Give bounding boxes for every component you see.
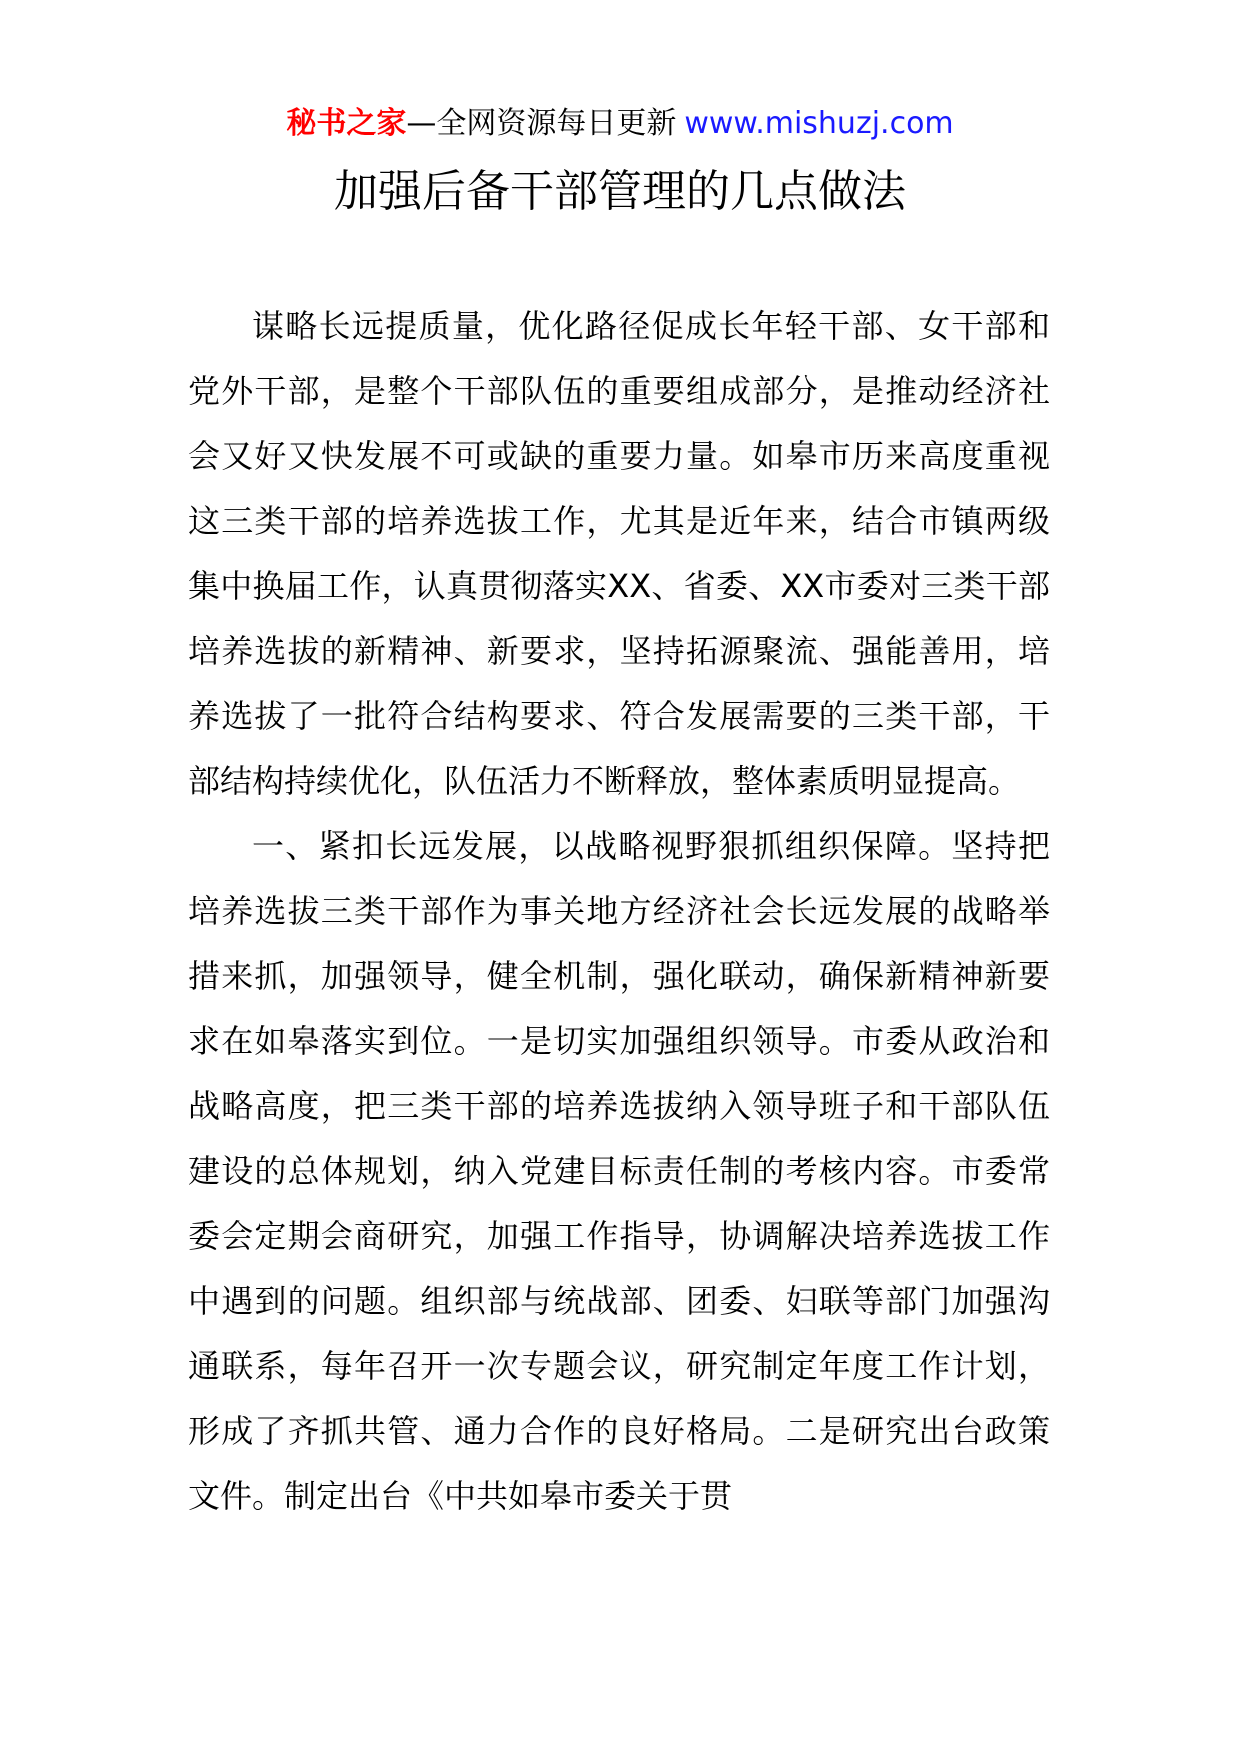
- document-body: [188, 294, 1050, 1529]
- site-brand-name: 秘书之家: [286, 106, 407, 141]
- paragraph-intro: 谋略长远提质量，优化路径促成长年轻干部、女干部和党外干部，是整个干部队伍的重要组成部分，是推动经济社会又好又快发展不可或缺的重要力量。如皋市历来高度重视这三类干部的培养选拔工作，尤其是近年来，结合市镇两级集中换届工作，认真贯彻落实XX、省委、XX市委对三类干部培养选拔的新精神、新要求，坚持拓源聚流、强能善用，培养选拔了一批符合结构要求、符合发展需要的三类干部，干部结构持续优化，队伍活力不断释放，整体素质明显提高。: [188, 307, 1050, 800]
- document-title: 加强后备干部管理的几点做法: [334, 166, 906, 217]
- site-banner: [0, 102, 1240, 146]
- site-url-link[interactable]: www.mishuzj.com: [684, 106, 954, 141]
- paragraph-section-one: 一、紧扣长远发展，以战略视野狠抓组织保障。坚持把培养选拔三类干部作为事关地方经济社会长远发展的战略举措来抓，加强领导，健全机制，强化联动，确保新精神新要求在如皋落实到位。一是切实加强组织领导。市委从政治和战略高度，把三类干部的培养选拔纳入领导班子和干部队伍建设的总体规划，纳入党建目标责任制的考核内容。市委常委会定期会商研究，加强工作指导，协调解决培养选拔工作中遇到的问题。组织部与统战部、团委、妇联等部门加强沟通联系，每年召开一次专题会议，研究制定年度工作计划，形成了齐抓共管、通力合作的良好格局。二是研究出台政策文件。制定出台《中共如皋市委关于贯: [188, 827, 1050, 1515]
- site-slogan: —全网资源每日更新: [406, 106, 677, 141]
